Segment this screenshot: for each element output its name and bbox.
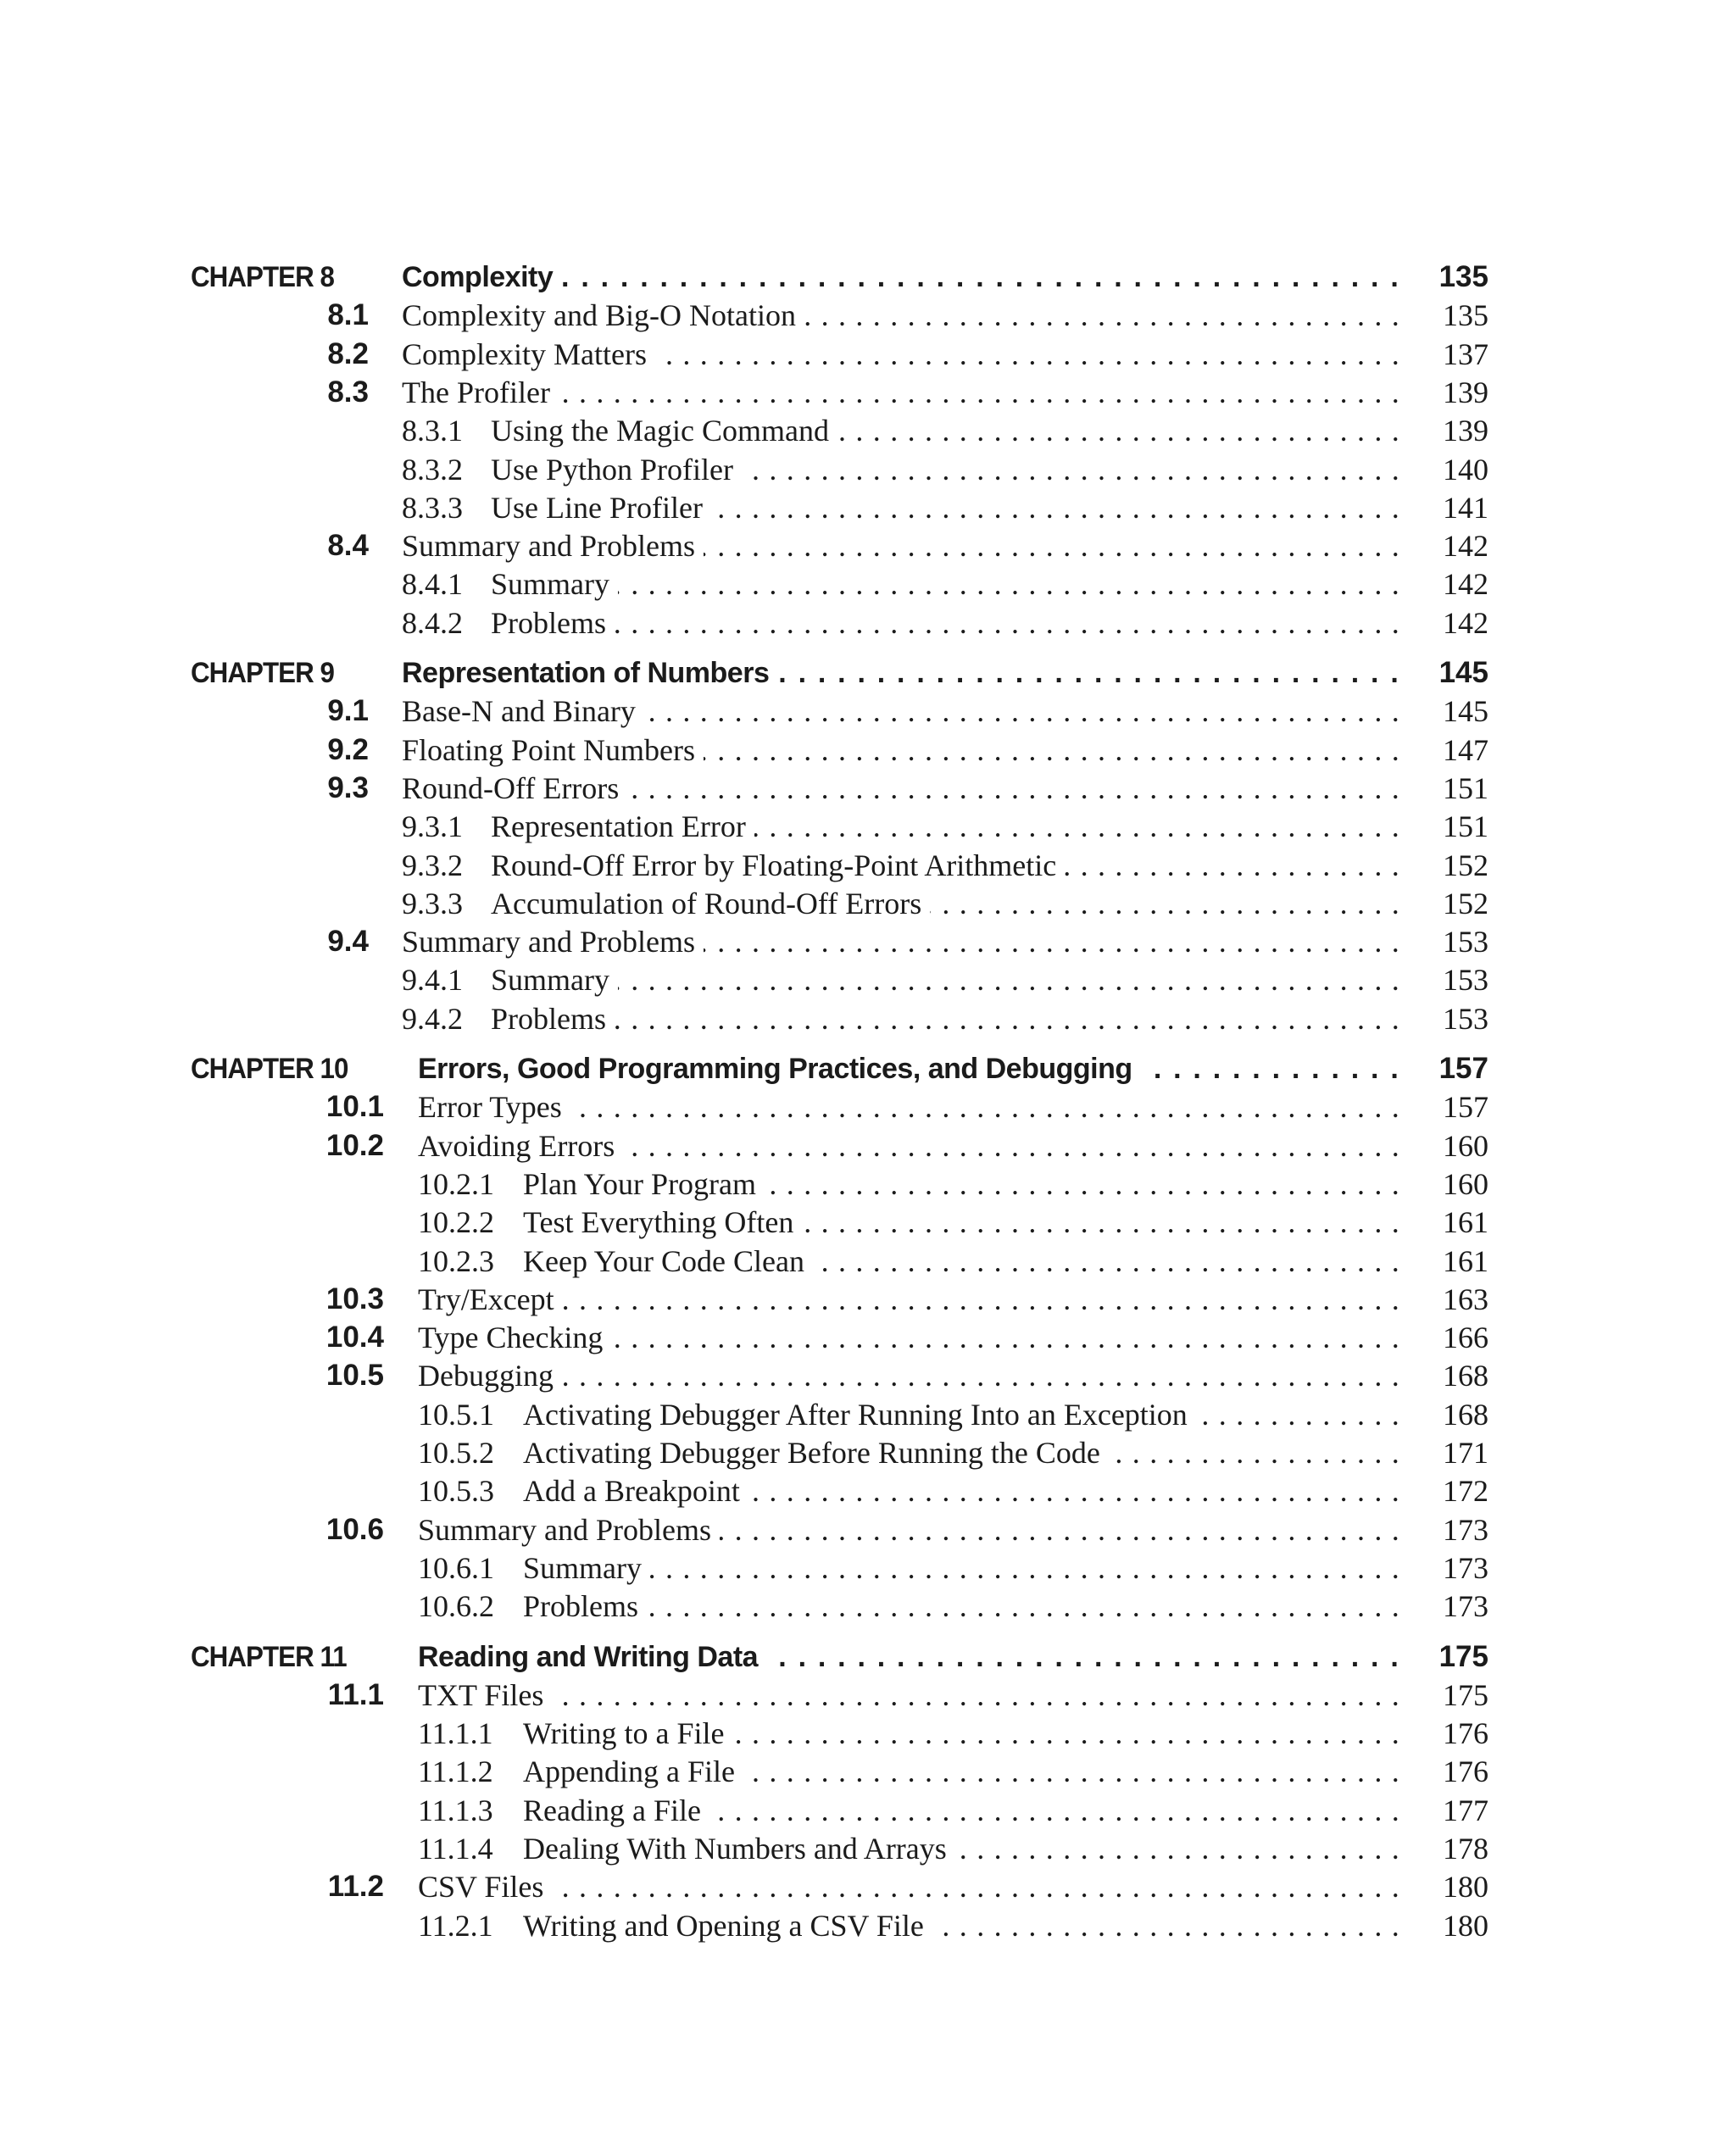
page-number: 161 <box>1443 1205 1488 1240</box>
subsection-title <box>402 453 742 487</box>
section-number: 8.2 <box>327 336 369 370</box>
subsection-entry <box>402 412 1400 449</box>
subsection-row <box>0 1434 1736 1471</box>
subsection-number: 11.1.1 <box>418 1716 493 1751</box>
section-number: 10.1 <box>326 1090 384 1124</box>
chapter-title: Complexity <box>402 261 561 293</box>
subsection-row <box>0 1588 1736 1625</box>
subsection-title-text: Appending a File <box>523 1755 735 1789</box>
subsection-number: 10.2.3 <box>418 1243 494 1278</box>
section-number: 9.1 <box>327 694 369 728</box>
subsection-title-text: Reading a File <box>523 1793 701 1827</box>
subsection-title <box>418 1244 813 1278</box>
subsection-row <box>0 1243 1736 1280</box>
subsection-title-text: Dealing With Numbers and Arrays <box>523 1832 947 1866</box>
chapter-row <box>0 1050 1736 1087</box>
section-row <box>0 374 1736 411</box>
section-number: 8.1 <box>327 298 369 332</box>
section-entry <box>402 336 1400 373</box>
subsection-title-text: Use Python Profiler <box>491 452 733 487</box>
section-title: Complexity and Big-O Notation <box>402 298 804 332</box>
chapter-page-number: 175 <box>1438 1639 1488 1673</box>
section-entry <box>402 297 1400 334</box>
section-title: Floating Point Numbers <box>402 733 704 767</box>
section-title: Try/Except <box>418 1282 563 1316</box>
section-row <box>0 1677 1736 1714</box>
subsection-title <box>418 1909 932 1943</box>
subsection-title-text: Problems <box>491 1001 607 1036</box>
subsection-number: 10.5.1 <box>418 1397 494 1432</box>
chapter-page-number: 135 <box>1438 260 1488 293</box>
section-entry <box>402 374 1400 411</box>
subsection-entry <box>418 1715 1400 1752</box>
section-number: 9.3 <box>327 770 369 804</box>
subsection-title <box>402 963 618 997</box>
section-entry <box>402 923 1400 960</box>
section-title: Base-N and Binary <box>402 694 644 728</box>
section-row <box>0 1319 1736 1356</box>
subsection-title-text: Using the Magic Command <box>491 414 829 448</box>
subsection-row <box>0 1907 1736 1944</box>
section-row <box>0 692 1736 730</box>
subsection-title <box>418 1205 802 1239</box>
subsection-entry <box>418 1753 1400 1790</box>
page-number: 168 <box>1443 1397 1488 1432</box>
section-title: The Profiler <box>402 375 559 409</box>
subsection-title <box>418 1716 733 1750</box>
section-row <box>0 527 1736 564</box>
subsection-title <box>418 1551 650 1585</box>
page-number: 171 <box>1443 1436 1488 1470</box>
subsection-row <box>0 808 1736 845</box>
subsection-entry <box>402 885 1400 922</box>
section-number: 10.6 <box>326 1512 384 1546</box>
subsection-title-text: Summary <box>491 963 609 998</box>
subsection-title <box>402 567 618 601</box>
page-number: 160 <box>1443 1128 1488 1163</box>
subsection-entry <box>402 451 1400 488</box>
subsection-entry <box>402 1000 1400 1037</box>
chapter-label: CHAPTER 9 <box>191 657 335 689</box>
section-number: 10.3 <box>326 1282 384 1315</box>
page-number: 153 <box>1443 925 1488 959</box>
subsection-row <box>0 1830 1736 1867</box>
section-title: Summary and Problems <box>402 925 704 959</box>
subsection-number: 11.1.3 <box>418 1793 493 1827</box>
subsection-row <box>0 1204 1736 1241</box>
section-number: 9.4 <box>327 925 369 959</box>
subsection-title <box>418 1755 743 1788</box>
subsection-number: 10.2.2 <box>418 1205 494 1240</box>
chapter-row <box>0 259 1736 296</box>
chapter-page-number: 145 <box>1438 656 1488 689</box>
subsection-number: 9.3.2 <box>402 848 463 882</box>
subsection-row <box>0 604 1736 642</box>
subsection-row <box>0 1549 1736 1587</box>
subsection-entry <box>418 1907 1400 1944</box>
section-title: Complexity Matters <box>402 337 655 371</box>
section-number: 9.2 <box>327 732 369 766</box>
subsection-title-text: Round-Off Error by Floating-Point Arithmetic <box>491 848 1057 882</box>
page-number: 139 <box>1443 375 1488 409</box>
section-title: Summary and Problems <box>402 529 704 563</box>
page-number: 168 <box>1443 1359 1488 1393</box>
subsection-entry <box>418 1549 1400 1587</box>
section-title: Avoiding Errors <box>418 1129 623 1163</box>
subsection-title <box>402 491 711 525</box>
subsection-number: 10.6.2 <box>418 1589 494 1624</box>
subsection-number: 8.3.3 <box>402 490 463 525</box>
chapter-label: CHAPTER 10 <box>191 1053 348 1085</box>
subsection-title-text: Summary <box>491 567 609 602</box>
section-row <box>0 336 1736 373</box>
subsection-number: 10.5.3 <box>418 1474 494 1509</box>
chapter-entry <box>418 1050 1400 1087</box>
subsection-number: 9.3.1 <box>402 809 463 844</box>
subsection-title-text: Activating Debugger After Running Into an Exception <box>523 1397 1188 1432</box>
subsection-entry <box>418 1830 1400 1867</box>
section-row <box>0 1088 1736 1126</box>
section-entry <box>402 527 1400 564</box>
section-number: 10.4 <box>326 1321 384 1354</box>
subsection-row <box>0 451 1736 488</box>
chapter-page-number: 157 <box>1438 1052 1488 1085</box>
subsection-entry <box>402 604 1400 642</box>
subsection-row <box>0 1753 1736 1790</box>
subsection-entry <box>418 1792 1400 1829</box>
page-number: 160 <box>1443 1166 1488 1201</box>
page-number: 152 <box>1443 848 1488 882</box>
subsection-row <box>0 1000 1736 1037</box>
chapter-title: Reading and Writing Data <box>418 1641 766 1673</box>
page-number: 180 <box>1443 1870 1488 1905</box>
page-number: 166 <box>1443 1321 1488 1355</box>
subsection-title-text: Keep Your Code Clean <box>523 1243 804 1278</box>
section-entry <box>418 1357 1400 1394</box>
section-number: 10.2 <box>326 1128 384 1162</box>
section-entry <box>418 1511 1400 1549</box>
section-row <box>0 1868 1736 1905</box>
section-row <box>0 1281 1736 1318</box>
subsection-title-text: Problems <box>523 1589 639 1624</box>
subsection-title-text: Add a Breakpoint <box>523 1474 740 1509</box>
section-number: 11.2 <box>327 1870 384 1904</box>
page-number: 142 <box>1443 567 1488 602</box>
subsection-title-text: Problems <box>491 605 607 640</box>
section-title: Debugging <box>418 1359 562 1393</box>
section-entry <box>418 1868 1400 1905</box>
subsection-title <box>418 1436 1109 1470</box>
page-number: 173 <box>1443 1550 1488 1585</box>
section-row <box>0 731 1736 769</box>
subsection-row <box>0 961 1736 998</box>
page-number: 177 <box>1443 1793 1488 1827</box>
subsection-number: 9.3.3 <box>402 886 463 920</box>
subsection-row <box>0 412 1736 449</box>
section-row <box>0 1357 1736 1394</box>
subsection-number: 9.4.1 <box>402 963 463 998</box>
chapter-entry <box>418 1638 1400 1676</box>
subsection-number: 10.5.2 <box>418 1436 494 1470</box>
subsection-entry <box>418 1434 1400 1471</box>
subsection-title <box>418 1167 765 1201</box>
section-row <box>0 297 1736 334</box>
section-entry <box>418 1319 1400 1356</box>
page-number: 142 <box>1443 529 1488 564</box>
subsection-row <box>0 847 1736 884</box>
subsection-title-text: Use Line Profiler <box>491 490 703 525</box>
subsection-entry <box>402 808 1400 845</box>
subsection-number: 8.4.2 <box>402 605 463 640</box>
subsection-entry <box>418 1472 1400 1510</box>
chapter-row <box>0 654 1736 692</box>
section-number: 10.5 <box>326 1359 384 1393</box>
subsection-title <box>402 414 837 448</box>
subsection-title <box>418 1474 748 1508</box>
page-number: 173 <box>1443 1589 1488 1624</box>
subsection-row <box>0 1715 1736 1752</box>
subsection-row <box>0 1396 1736 1433</box>
page-number: 142 <box>1443 605 1488 640</box>
subsection-title <box>402 887 930 920</box>
subsection-title-text: Activating Debugger Before Running the Code <box>523 1436 1100 1470</box>
page-number: 176 <box>1443 1755 1488 1789</box>
page-number: 176 <box>1443 1716 1488 1751</box>
subsection-number: 11.1.4 <box>418 1832 493 1866</box>
chapter-title: Representation of Numbers <box>402 657 777 689</box>
subsection-number: 8.3.2 <box>402 452 463 487</box>
subsection-entry <box>402 961 1400 998</box>
subsection-number: 11.2.1 <box>418 1908 493 1943</box>
subsection-entry <box>418 1243 1400 1280</box>
page-number: 173 <box>1443 1512 1488 1547</box>
subsection-title-text: Summary <box>523 1550 642 1585</box>
page-number: 163 <box>1443 1282 1488 1316</box>
page-number: 153 <box>1443 963 1488 998</box>
subsection-entry <box>418 1204 1400 1241</box>
subsection-row <box>0 1792 1736 1829</box>
section-row <box>0 770 1736 807</box>
subsection-row <box>0 1472 1736 1510</box>
subsection-row <box>0 885 1736 922</box>
page-number: 180 <box>1443 1908 1488 1943</box>
subsection-title <box>402 809 754 843</box>
section-title: Error Types <box>418 1090 570 1124</box>
page-number: 141 <box>1443 490 1488 525</box>
section-number: 11.1 <box>327 1677 384 1711</box>
section-row <box>0 1511 1736 1549</box>
section-row <box>0 923 1736 960</box>
subsection-title <box>402 1002 615 1036</box>
section-row <box>0 1127 1736 1165</box>
chapter-entry <box>402 654 1400 692</box>
subsection-title-text: Writing and Opening a CSV File <box>523 1908 924 1943</box>
subsection-title <box>418 1398 1196 1432</box>
section-entry <box>418 1088 1400 1126</box>
subsection-row <box>0 565 1736 603</box>
subsection-number: 8.4.1 <box>402 567 463 602</box>
section-title: TXT Files <box>418 1678 552 1712</box>
subsection-title <box>402 606 615 640</box>
subsection-title <box>418 1793 709 1827</box>
page-number: 178 <box>1443 1832 1488 1866</box>
subsection-number: 10.6.1 <box>418 1550 494 1585</box>
subsection-title-text: Test Everything Often <box>523 1205 794 1240</box>
section-entry <box>402 731 1400 769</box>
subsection-entry <box>402 847 1400 884</box>
chapter-label: CHAPTER 11 <box>191 1640 347 1673</box>
section-title: Round-Off Errors <box>402 771 627 805</box>
subsection-number: 10.2.1 <box>418 1166 494 1201</box>
subsection-title-text: Representation Error <box>491 809 746 844</box>
chapter-title: Errors, Good Programming Practices, and Debugging <box>418 1053 1141 1085</box>
page-number: 151 <box>1443 770 1488 805</box>
page-number: 152 <box>1443 886 1488 920</box>
section-title: Type Checking <box>418 1321 611 1354</box>
subsection-row <box>0 489 1736 526</box>
section-entry <box>418 1127 1400 1165</box>
subsection-row <box>0 1165 1736 1203</box>
chapter-entry <box>402 259 1400 296</box>
subsection-entry <box>418 1165 1400 1203</box>
page-number: 147 <box>1443 732 1488 767</box>
subsection-title-text: Plan Your Program <box>523 1166 757 1201</box>
page-number: 140 <box>1443 452 1488 487</box>
subsection-title <box>402 848 1065 882</box>
page-number: 175 <box>1443 1677 1488 1712</box>
subsection-entry <box>402 565 1400 603</box>
subsection-title-text: Accumulation of Round-Off Errors <box>491 886 922 920</box>
page-number: 145 <box>1443 694 1488 729</box>
section-number: 8.4 <box>327 529 369 563</box>
page-number: 137 <box>1443 336 1488 371</box>
page-number: 172 <box>1443 1474 1488 1509</box>
subsection-entry <box>402 489 1400 526</box>
subsection-title <box>418 1589 647 1623</box>
section-entry <box>418 1281 1400 1318</box>
subsection-title-text: Writing to a File <box>523 1716 725 1751</box>
chapter-row <box>0 1638 1736 1676</box>
subsection-number: 11.1.2 <box>418 1755 493 1789</box>
section-entry <box>402 692 1400 730</box>
page-number: 161 <box>1443 1243 1488 1278</box>
section-title: Summary and Problems <box>418 1513 720 1547</box>
chapter-label: CHAPTER 8 <box>191 261 335 293</box>
subsection-entry <box>418 1396 1400 1433</box>
page-number: 153 <box>1443 1001 1488 1036</box>
page-number: 151 <box>1443 809 1488 844</box>
subsection-number: 8.3.1 <box>402 414 463 448</box>
page-number: 139 <box>1443 414 1488 448</box>
section-title: CSV Files <box>418 1870 552 1904</box>
page-number: 157 <box>1443 1090 1488 1125</box>
subsection-title <box>418 1832 955 1866</box>
page-number: 135 <box>1443 298 1488 333</box>
subsection-entry <box>418 1588 1400 1625</box>
subsection-number: 9.4.2 <box>402 1001 463 1036</box>
section-entry <box>418 1677 1400 1714</box>
section-number: 8.3 <box>327 375 369 409</box>
section-entry <box>402 770 1400 807</box>
